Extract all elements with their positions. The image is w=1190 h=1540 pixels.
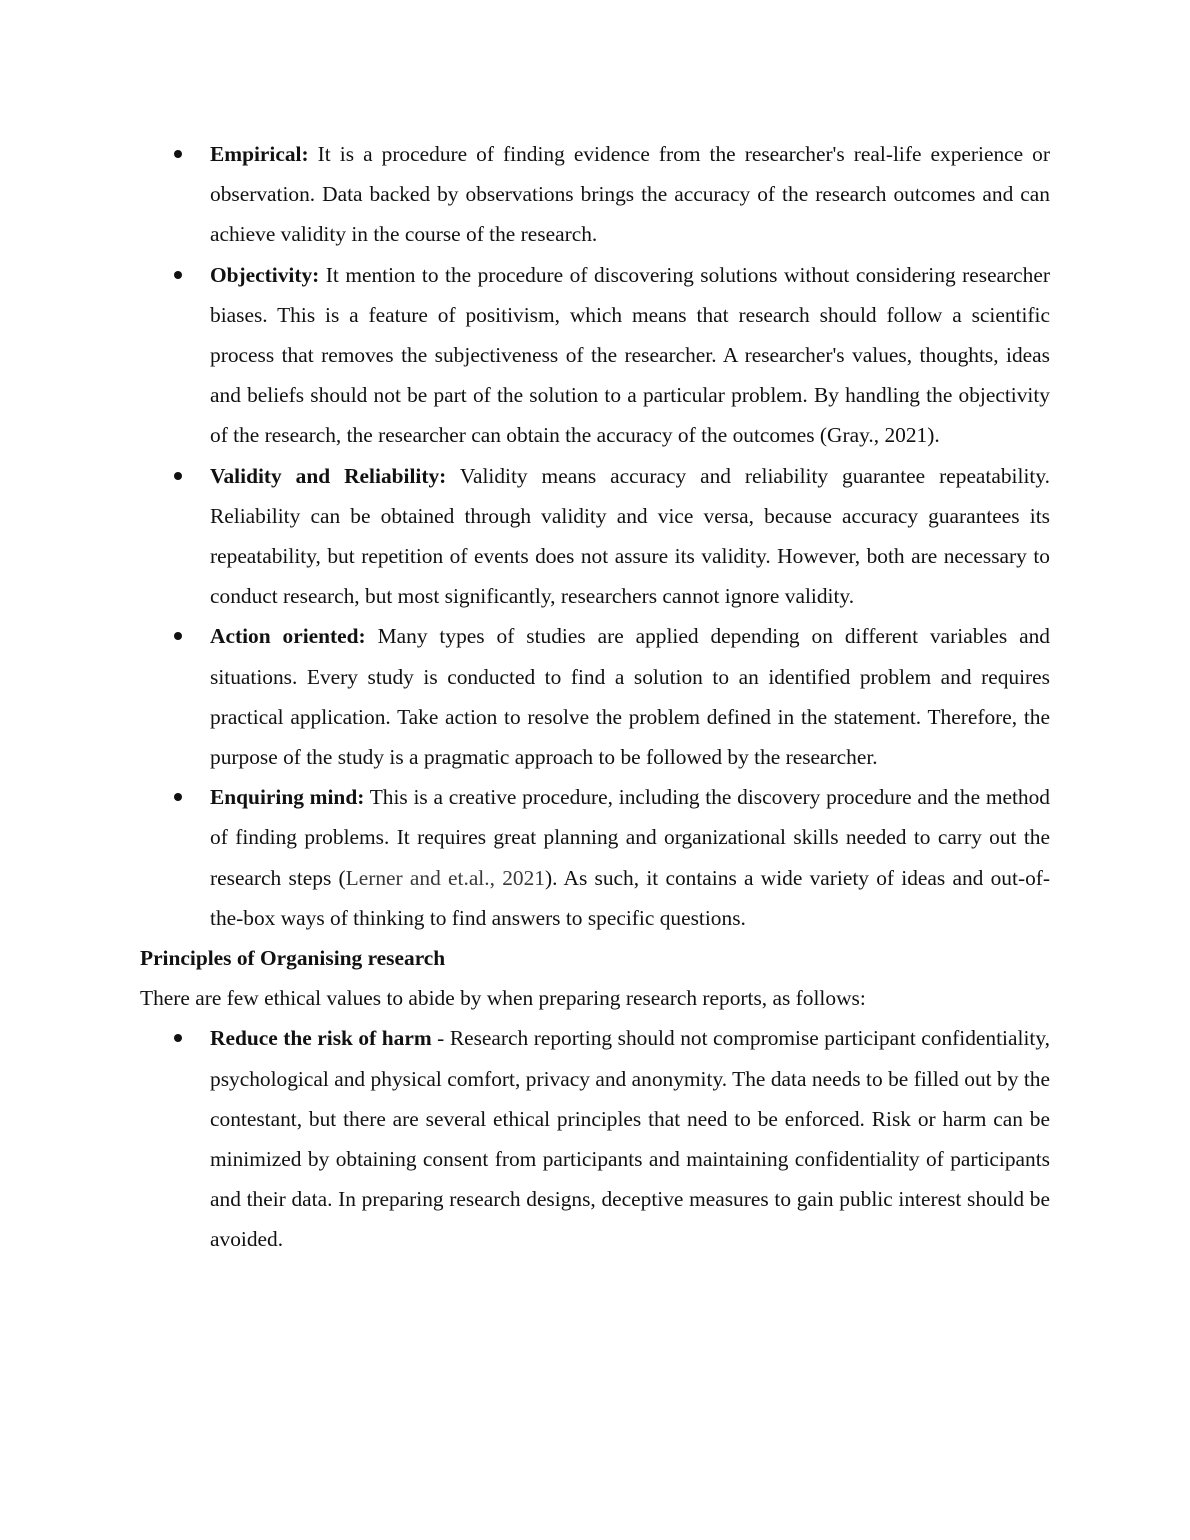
term-label: Validity and Reliability: <box>210 463 447 488</box>
item-text-after: ). As such, it contains a wide variety of ideas and out-of-the-box ways of thinking to find answers to specific questions. <box>210 865 1051 930</box>
bullet-icon <box>174 1034 182 1042</box>
list-item-objectivity <box>210 255 1050 456</box>
ethical-values-list <box>140 1018 1050 1259</box>
section-intro: There are few ethical values to abide by when preparing research reports, as follows: <box>140 986 866 1011</box>
term-label: Action oriented: <box>210 624 366 649</box>
item-text: It is a procedure of finding evidence from the researcher's real-life experience or observation. Data backed by observations brings the accuracy of the research outcomes and can achieve validity in the course of the research. <box>210 142 1050 247</box>
characteristics-list <box>140 134 1050 938</box>
bullet-icon <box>174 271 182 279</box>
list-item-enquiring-mind <box>210 777 1050 938</box>
bullet-icon <box>174 632 182 640</box>
item-text: Many types of studies are applied depending on different variables and situations. Every study is conducted to find a solution to an identified problem and requires practical application. Take action to resolve the problem defined in the statement. Therefore, the purpose of the study is a pragmatic approach to be followed by the researcher. <box>210 624 1050 770</box>
list-item-validity-reliability <box>210 456 1050 617</box>
list-item-reduce-risk <box>210 1018 1050 1259</box>
list-item-empirical <box>210 134 1050 255</box>
section-heading: Principles of Organising research <box>140 946 446 971</box>
term-label: Empirical: <box>210 142 309 166</box>
item-text: This is a creative procedure, including the discovery procedure and the method of finding problems. It requires great planning and organizational skills needed to carry out the research steps ( <box>210 785 1050 890</box>
term-label: Enquiring mind: <box>210 785 365 810</box>
bullet-icon <box>174 472 182 480</box>
citation: Lerner and et.al., 2021 <box>345 865 545 890</box>
bullet-icon <box>174 793 182 801</box>
item-text: It mention to the procedure of discovering solutions without considering researcher biases. This is a feature of positivism, which means that research should follow a scientific process that removes the subjectiveness of the researcher. A researcher's values, thoughts, ideas and beliefs should not be part of the solution to a particular problem. By handling the objectivity of the research, the researcher can obtain the accuracy of the outcomes (Gray., 2021). <box>210 262 1050 448</box>
item-text: Validity means accuracy and reliability guarantee repeatability. Reliability can be obtained through validity and vice versa, because accuracy guarantees its repeatability, but repetition of events does not assure its validity. However, both are necessary to conduct research, but most significantly, researchers cannot ignore validity. <box>210 463 1050 609</box>
term-label: Objectivity: <box>210 262 320 287</box>
term-label: Reduce the risk of harm <box>210 1026 432 1051</box>
list-item-action-oriented <box>210 616 1050 777</box>
document-body <box>140 134 1050 1260</box>
bullet-icon <box>174 150 182 158</box>
item-text: - Research reporting should not compromise participant confidentiality, psychological and physical comfort, privacy and anonymity. The data needs to be filled out by the contestant, but there are several ethical principles that need to be enforced. Risk or harm can be minimized by obtaining consent from participants and maintaining confidentiality of participants and their data. In preparing research designs, deceptive measures to gain public interest should be avoided. <box>210 1026 1050 1252</box>
